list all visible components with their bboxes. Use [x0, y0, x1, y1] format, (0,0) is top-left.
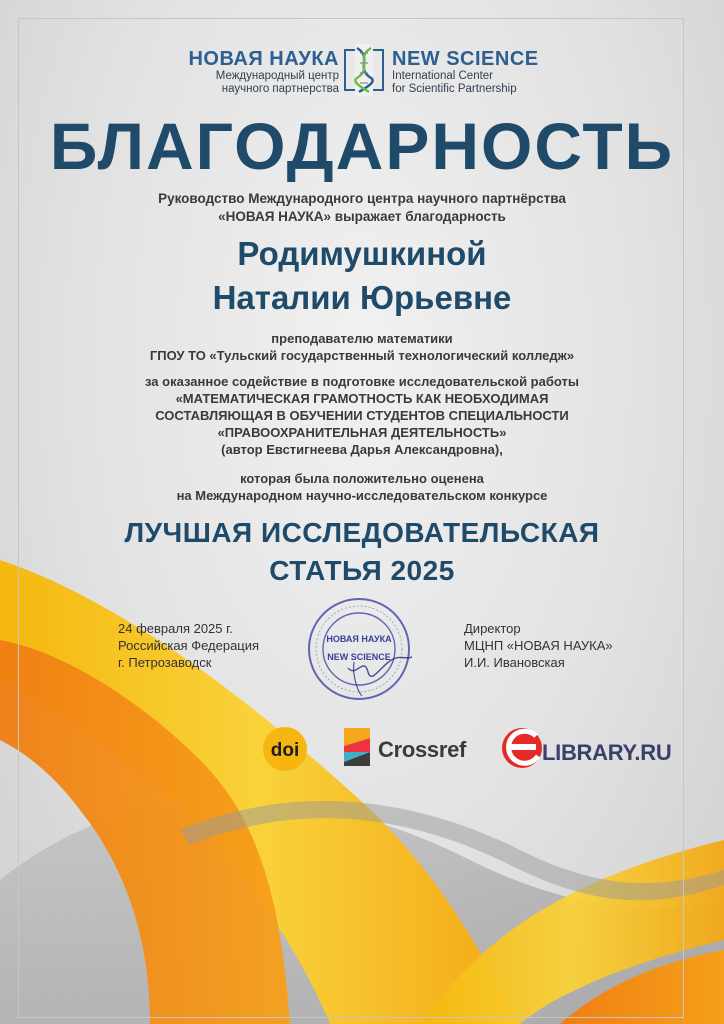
intro-line-1: Руководство Международного центра научного партнёрства — [158, 191, 566, 206]
recipient-surname: Родимушкиной — [237, 235, 487, 272]
signer-role: Директор — [464, 621, 521, 636]
issue-date: 24 февраля 2025 г. — [118, 621, 233, 636]
brand-title-ru: НОВАЯ НАУКА — [188, 48, 339, 70]
issue-city: г. Петрозаводск — [118, 655, 212, 670]
contribution-text — [60, 373, 664, 458]
brand-subtitle-ru-1: Международный центр — [215, 70, 339, 82]
brand-subtitle-en-1: International Center — [392, 70, 494, 82]
position-line-1: преподавателю математики — [271, 331, 453, 346]
rated-text — [60, 470, 664, 504]
header-right — [392, 48, 539, 96]
position-line-2: ГПОУ ТО «Тульский государственный технологический колледж» — [149, 348, 575, 363]
header — [0, 44, 724, 100]
contribution-line-4: «ПРАВООХРАНИТЕЛЬНАЯ ДЕЯТЕЛЬНОСТЬ» — [217, 425, 507, 440]
crossref-logo-text: Crossref — [378, 737, 467, 762]
signer-organization: МЦНП «НОВАЯ НАУКА» — [464, 638, 613, 653]
intro-line-2: «НОВАЯ НАУКА» выражает благодарность — [218, 209, 506, 224]
signer-name: И.И. Ивановская — [464, 655, 565, 670]
brand-subtitle-ru-2: научного партнерства — [221, 83, 339, 95]
recipient-position — [60, 330, 664, 364]
elibrary-logo-text: LIBRARY.RU — [542, 740, 672, 765]
doi-logo-text: doi — [270, 740, 300, 761]
contribution-line-5: (автор Евстигнеева Дарья Александровна), — [221, 442, 503, 457]
dna-logo-icon — [343, 44, 385, 96]
issue-country: Российская Федерация — [118, 638, 260, 653]
recipient-given-names: Наталии Юрьевне — [212, 279, 512, 316]
doi-logo-icon — [262, 726, 308, 772]
contribution-line-2: «МАТЕМАТИЧЕСКАЯ ГРАМОТНОСТЬ КАК НЕОБХОДИМАЯ — [175, 391, 549, 406]
contribution-line-1: за оказанное содействие в подготовке исследовательской работы — [145, 374, 579, 389]
crossref-logo — [340, 722, 480, 774]
signature-left — [118, 620, 259, 671]
official-seal — [306, 596, 412, 702]
crossref-mark-icon — [340, 722, 376, 774]
seal-text-ru: НОВАЯ НАУКА — [326, 634, 392, 644]
rated-line-1: которая была положительно оценена — [240, 471, 484, 486]
partner-logos — [0, 716, 724, 776]
contest-name — [60, 514, 664, 590]
elibrary-e-icon — [500, 722, 544, 774]
contest-line-1: ЛУЧШАЯ ИССЛЕДОВАТЕЛЬСКАЯ — [124, 517, 600, 548]
elibrary-logo — [500, 722, 680, 774]
signature-right — [464, 620, 613, 671]
seal-text-en: NEW SCIENCE — [327, 652, 391, 662]
brand-title-en: NEW SCIENCE — [392, 48, 539, 70]
contribution-line-3: СОСТАВЛЯЮЩАЯ В ОБУЧЕНИИ СТУДЕНТОВ СПЕЦИАЛЬНОСТИ — [155, 408, 569, 423]
rated-line-2: на Международном научно-исследовательском конкурсе — [176, 488, 548, 503]
contest-line-2: СТАТЬЯ 2025 — [269, 555, 455, 586]
brand-subtitle-en-2: for Scientific Partnership — [392, 83, 517, 95]
intro-text — [60, 190, 664, 226]
certificate-title: БЛАГОДАРНОСТЬ — [49, 109, 675, 183]
recipient-name — [60, 232, 664, 320]
header-left — [188, 48, 339, 96]
